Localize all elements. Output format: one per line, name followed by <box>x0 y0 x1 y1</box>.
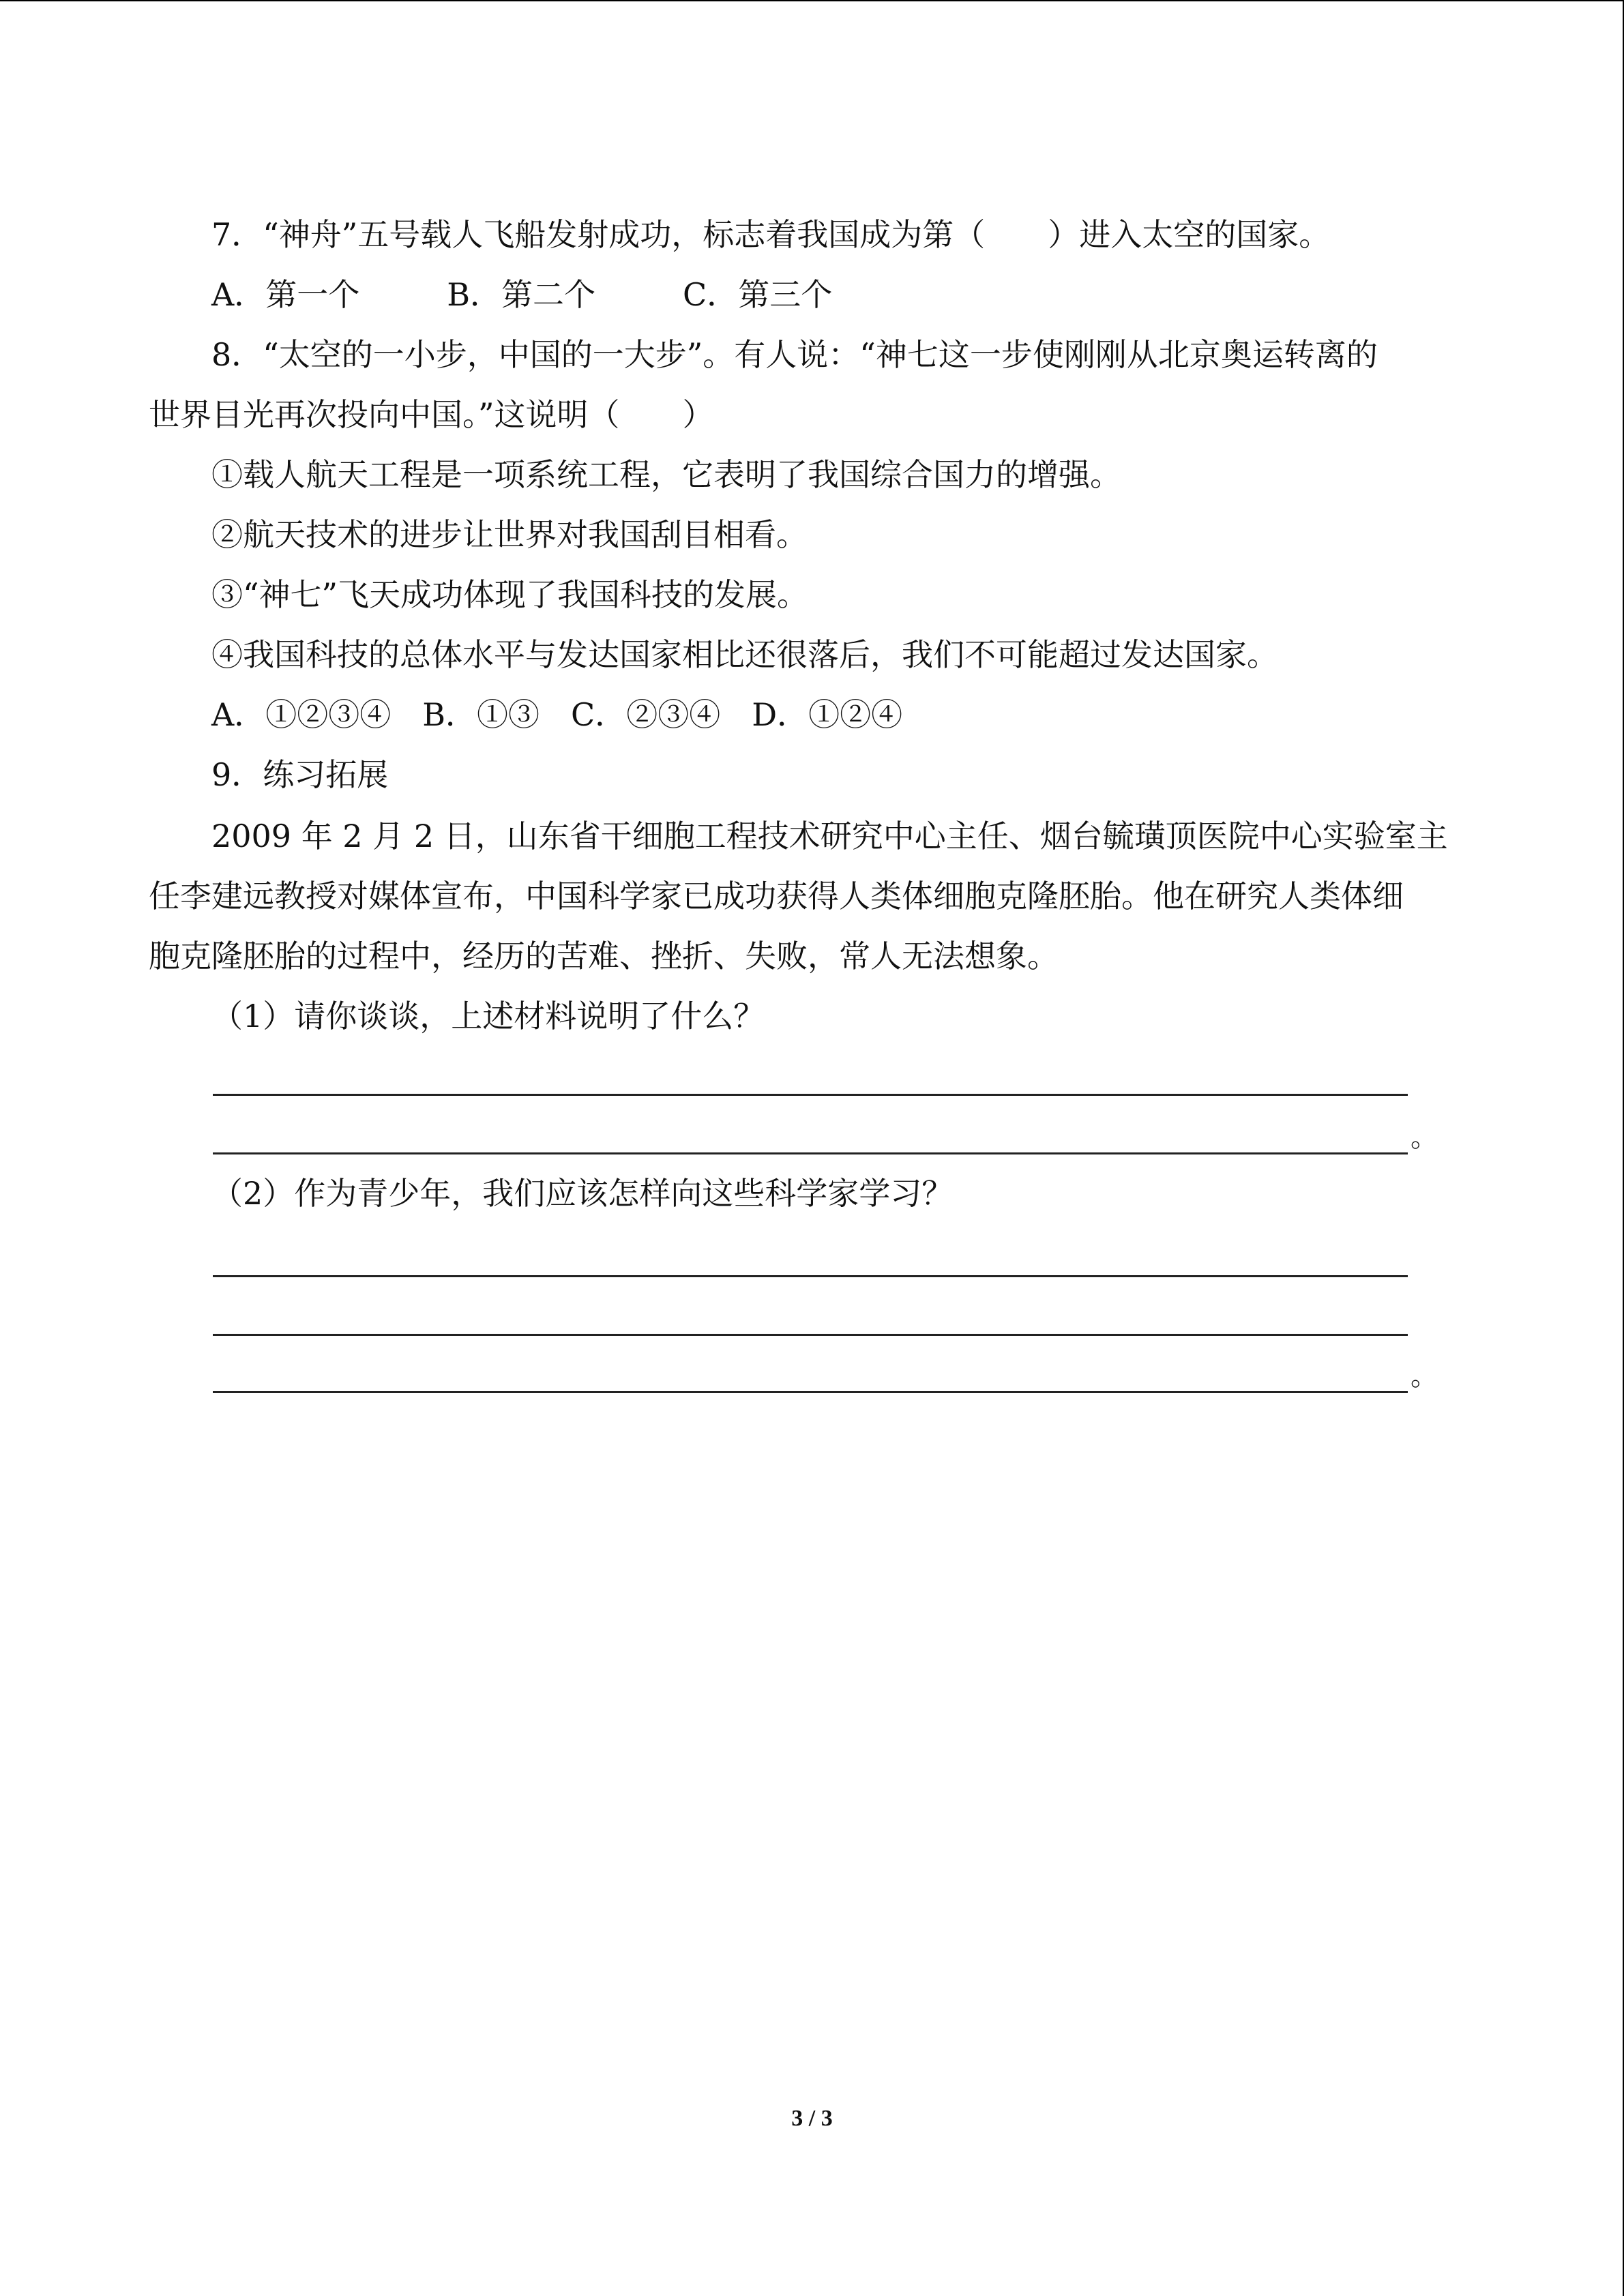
q8-statement-3: ③“神七”飞天成功体现了我国科技的发展。 <box>211 576 809 613</box>
answer-2-period: 。 <box>1411 1360 1438 1392</box>
answer-line-2-3[interactable] <box>213 1391 1408 1393</box>
q7-option-b: B．第二个 <box>447 276 596 313</box>
q7-options <box>211 274 832 315</box>
q8-statement-2: ②航天技术的进步让世界对我国刮目相看。 <box>211 516 808 553</box>
q8-option-a: A．①②③④ <box>211 696 392 733</box>
q9-title: 9．练习拓展 <box>211 756 389 793</box>
q9-material-line2: 任李建远教授对媒体宣布，中国科学家已成功获得人类体细胞克隆胚胎。他在研究人类体细 <box>149 878 1404 914</box>
answer-line-1-1[interactable] <box>213 1094 1408 1096</box>
q7-option-a: A．第一个 <box>211 276 360 313</box>
q8-option-c: C．②③④ <box>571 696 721 733</box>
q9-material-line1: 2009 年 2 月 2 日，山东省干细胞工程技术研究中心主任、烟台毓璜顶医院中心实验室主 <box>211 818 1448 854</box>
q8-statement-4: ④我国科技的总体水平与发达国家相比还很落后，我们不可能超过发达国家。 <box>211 636 1278 673</box>
q7-option-c: C．第三个 <box>683 276 833 313</box>
page-number: 3 / 3 <box>791 2106 833 2131</box>
q8-option-b: B．①③ <box>422 696 540 733</box>
q9-sub2-prompt: （2）作为青少年，我们应该怎样向这些科学家学习？ <box>211 1175 954 1212</box>
q8-options <box>211 694 902 735</box>
q9-material-line3: 胞克隆胚胎的过程中，经历的苦难、挫折、失败，常人无法想象。 <box>149 938 1059 974</box>
q8-stem-line2: 世界目光再次投向中国。”这说明（ ） <box>149 396 714 433</box>
q8-statement-1: ①载人航天工程是一项系统工程，它表明了我国综合国力的增强。 <box>211 456 1121 493</box>
answer-line-2-1[interactable] <box>213 1275 1408 1277</box>
q8-stem-line1: 8．“太空的一小步，中国的一大步”。有人说：“神七这一步使刚刚从北京奥运转离的 <box>211 336 1378 373</box>
answer-line-1-2[interactable] <box>213 1152 1408 1154</box>
q7-stem: 7．“神舟”五号载人飞船发射成功，标志着我国成为第（ ）进入太空的国家。 <box>211 216 1331 253</box>
answer-1-period: 。 <box>1411 1122 1438 1153</box>
q9-sub1-prompt: （1）请你谈谈，上述材料说明了什么？ <box>211 998 765 1034</box>
answer-line-2-2[interactable] <box>213 1334 1408 1336</box>
q8-option-d: D．①②④ <box>752 696 903 733</box>
